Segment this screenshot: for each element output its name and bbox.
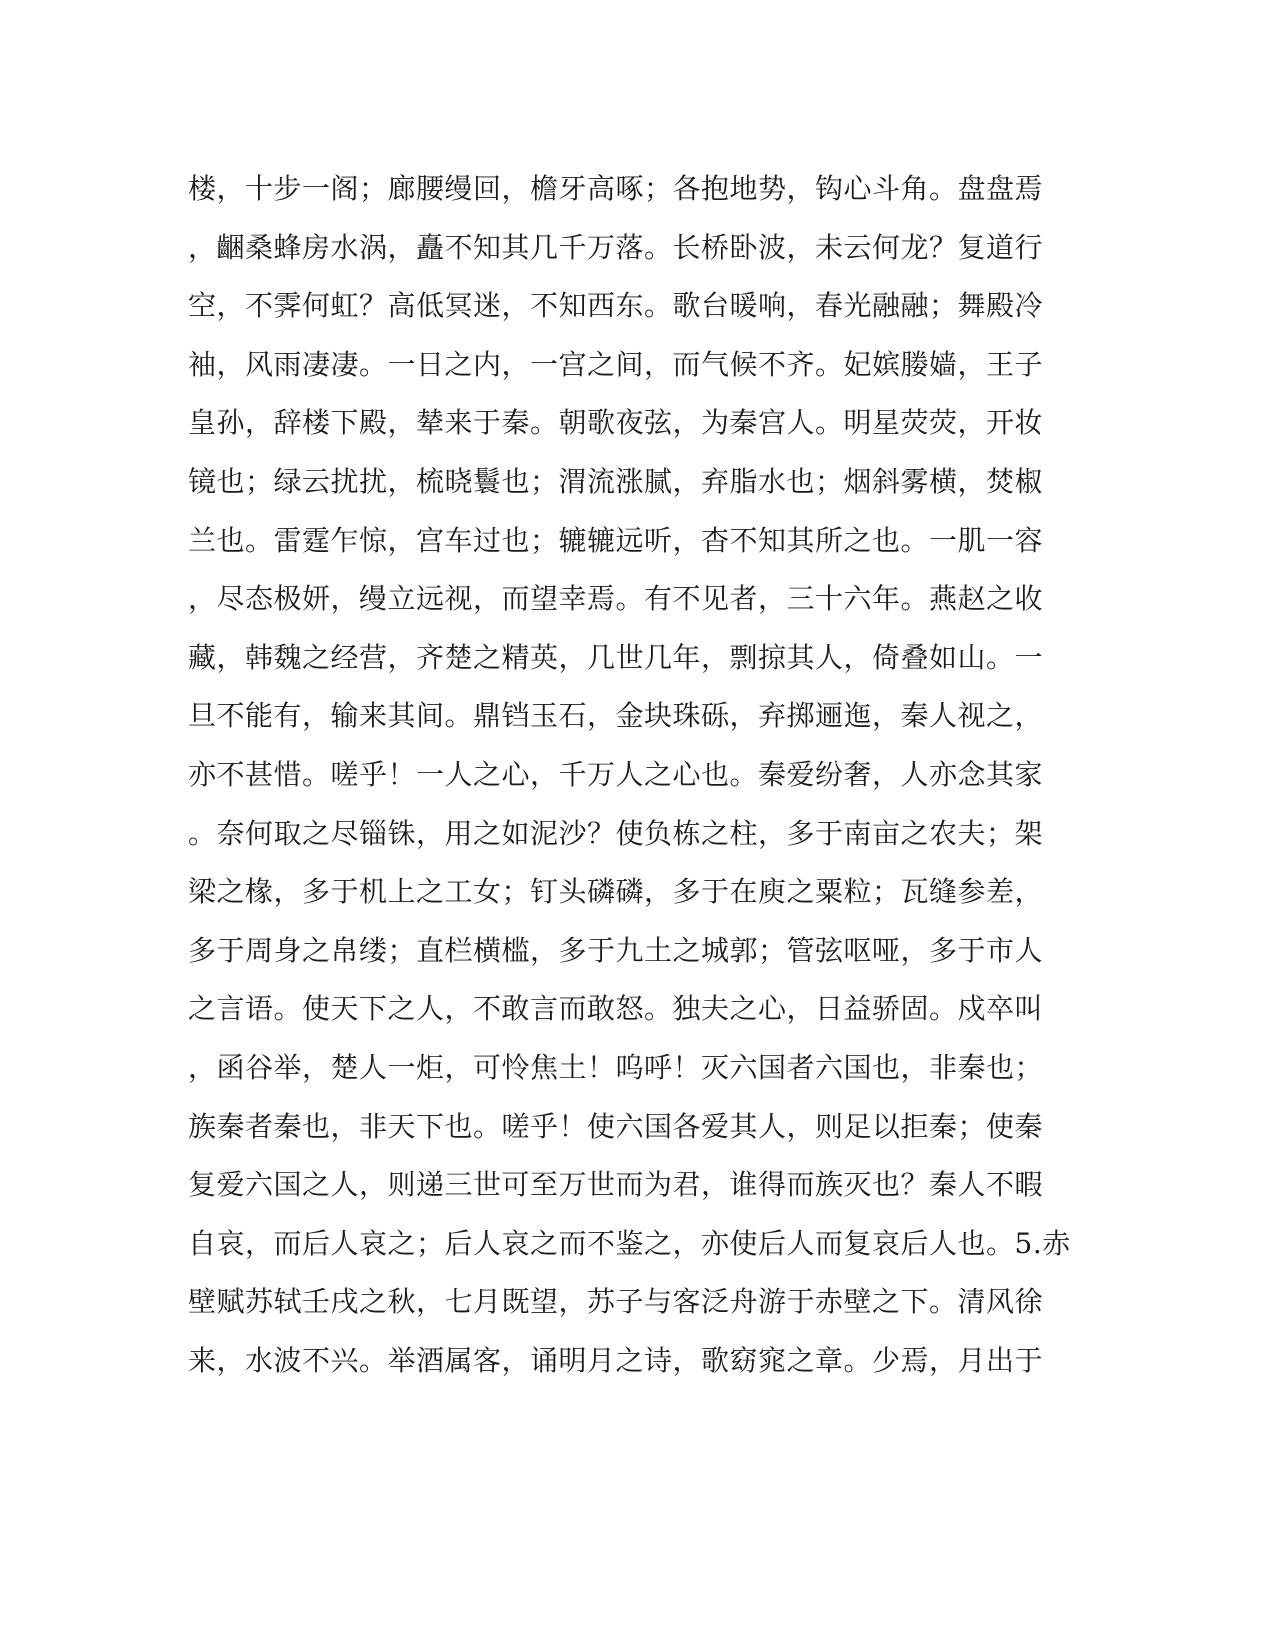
text-line: 之言语。使天下之人，不敢言而敢怒。独夫之心，日益骄固。戍卒叫	[188, 992, 1044, 1026]
text-line: 梁之椽，多于机上之工女；钉头磷磷，多于在庾之粟粒；瓦缝参差，	[188, 875, 1044, 909]
text-line: 壁赋苏轼壬戌之秋，七月既望，苏子与客泛舟游于赤壁之下。清风徐	[188, 1285, 1044, 1319]
text-line: ，齫桑蜂房水涡，矗不知其几千万落。长桥卧波，未云何龙？复道行	[188, 230, 1044, 264]
text-line: 来，水波不兴。举酒属客，诵明月之诗，歌窈窕之章。少焉，月出于	[188, 1343, 1044, 1377]
text-line: 亦不甚惜。嗟乎！一人之心，千万人之心也。秦爱纷奢，人亦念其家	[188, 757, 1044, 791]
text-line: 藏，韩魏之经营，齐楚之精英，几世几年，剽掠其人，倚叠如山。一	[188, 640, 1044, 674]
text-line: ，函谷举，楚人一炬，可怜焦土！呜呼！灭六国者六国也，非秦也；	[188, 1050, 1044, 1084]
text-line: 镜也；绿云扰扰，梳晓鬟也；渭流涨腻，弃脂水也；烟斜雾横，焚椒	[188, 464, 1044, 498]
text-line: 自哀，而后人哀之；后人哀之而不鉴之，亦使后人而复哀后人也。5.赤	[188, 1226, 1071, 1260]
text-line: 空，不霁何虹？高低冥迷，不知西东。歌台暖响，春光融融；舞殿冷	[188, 289, 1044, 323]
text-line: 复爱六国之人，则递三世可至万世而为君，谁得而族灭也？秦人不暇	[188, 1168, 1044, 1202]
text-line: 族秦者秦也，非天下也。嗟乎！使六国各爱其人，则足以拒秦；使秦	[188, 1109, 1044, 1143]
text-line: 皇孙，辞楼下殿，辇来于秦。朝歌夜弦，为秦宫人。明星荧荧，开妆	[188, 406, 1044, 440]
body-text	[188, 160, 1088, 1390]
text-line: 旦不能有，输来其间。鼎铛玉石，金块珠砾，弃掷逦迤，秦人视之，	[188, 699, 1044, 733]
text-line: 楼，十步一阁；廊腰缦回，檐牙高啄；各抱地势，钩心斗角。盘盘焉	[188, 172, 1044, 205]
text-line: ，尽态极妍，缦立远视，而望幸焉。有不见者，三十六年。燕赵之收	[188, 582, 1044, 616]
text-line: 多于周身之帛缕；直栏横槛，多于九土之城郭；管弦呕哑，多于市人	[188, 933, 1044, 967]
text-line: 。奈何取之尽锱铢，用之如泥沙？使负栋之柱，多于南亩之农夫；架	[188, 816, 1044, 850]
text-line: 袖，风雨凄凄。一日之内，一宫之间，而气候不齐。妃嫔媵嫱，王子	[188, 347, 1044, 381]
text-line: 兰也。雷霆乍惊，宫车过也；辘辘远听，杳不知其所之也。一肌一容	[188, 523, 1044, 557]
